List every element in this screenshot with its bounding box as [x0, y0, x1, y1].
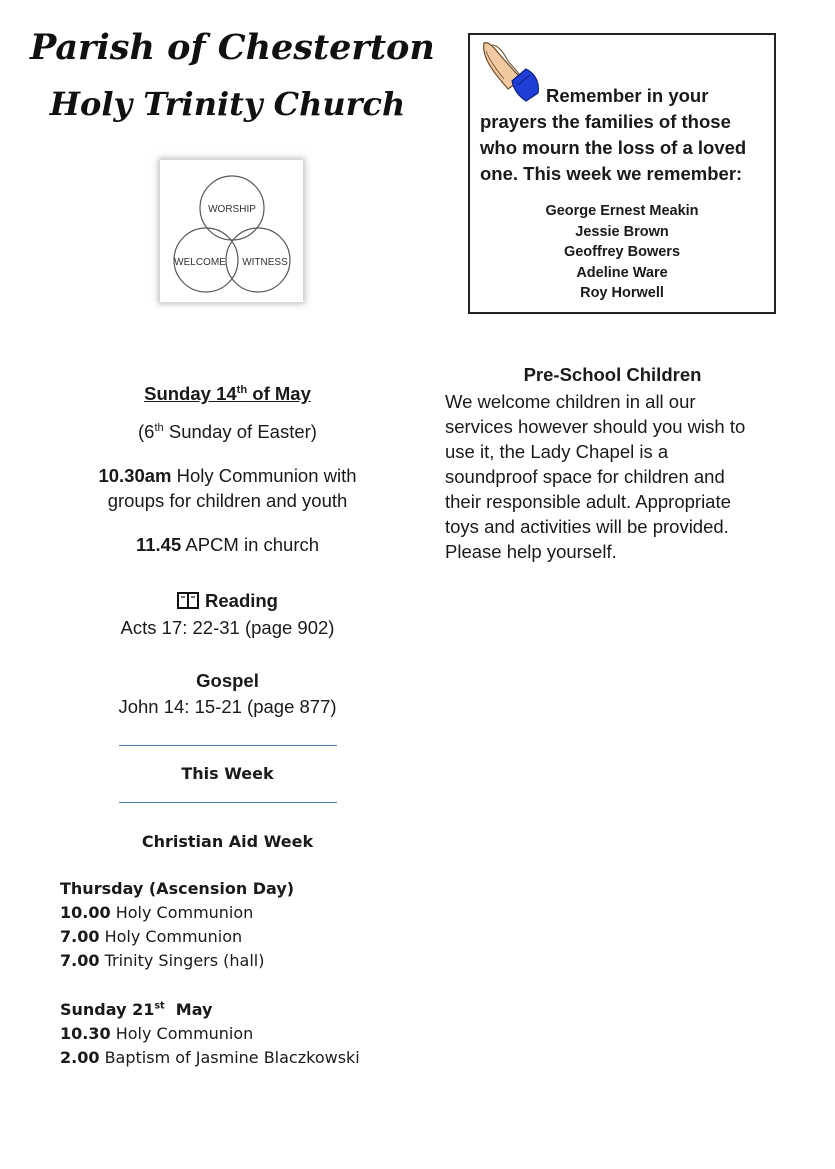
preschool-line: soundproof space for children and — [445, 466, 725, 487]
name-item: Geoffrey Bowers — [563, 244, 681, 260]
name-item: Jessie Brown — [575, 223, 669, 240]
gospel-heading: Gospel — [196, 670, 259, 691]
schedule-item: 10.30 Holy Communion — [60, 1024, 254, 1043]
prayer-line-3: who mourn the loss of a loved — [480, 137, 747, 158]
open-book-icon — [177, 591, 199, 609]
divider-bottom — [119, 802, 337, 803]
preschool-line: Please help yourself. — [445, 541, 617, 562]
schedule-item: 7.00 Trinity Singers (hall) — [60, 951, 265, 970]
logo-welcome: WELCOME — [174, 257, 226, 268]
sunday-heading: Sunday 14th of May — [144, 383, 311, 404]
names-list — [470, 201, 774, 304]
logo-witness: WITNESS — [242, 257, 288, 268]
name-item: George Ernest Meakin — [545, 203, 699, 219]
preschool-line: We welcome children in all our — [445, 391, 696, 412]
sunday21-schedule — [60, 998, 400, 1070]
divider-top — [119, 745, 337, 746]
schedule-item: 10.00 Holy Communion — [60, 903, 254, 922]
church-title: Holy Trinity Church — [49, 85, 406, 123]
reading-heading: Reading — [60, 588, 395, 613]
thursday-schedule — [60, 877, 400, 973]
preschool-line: their responsible adult. Appropriate — [445, 491, 731, 512]
logo-worship: WORSHIP — [208, 204, 256, 215]
schedule-item: 2.00 Baptism of Jasmine Blaczkowski — [60, 1048, 360, 1067]
this-week-heading: This Week — [181, 764, 274, 783]
prayer-line-4: one. This week we remember: — [480, 163, 743, 184]
name-item: Adeline Ware — [576, 264, 668, 281]
prayer-line-2: prayers the families of those — [480, 111, 731, 132]
preschool-line: use it, the Lady Chapel is a — [445, 441, 669, 462]
parish-title: Parish of Chesterton — [30, 27, 435, 68]
venn-logo — [160, 160, 303, 302]
service-info: 10.30am Holy Communion with groups for children and youth — [98, 465, 357, 511]
gospel-reference: John 14: 15-21 (page 877) — [118, 696, 337, 717]
church-logo — [160, 160, 303, 302]
name-item: Roy Horwell — [580, 285, 664, 301]
preschool-line: services however should you wish to — [445, 416, 746, 437]
prayer-line-1: Remember in your — [546, 85, 709, 106]
service-time: 10.30am — [98, 465, 172, 486]
preschool-text — [445, 389, 780, 564]
apcm-info: 11.45 APCM in church — [135, 534, 320, 555]
prayer-box — [468, 33, 776, 314]
preschool-line: toys and activities will be provided. — [445, 516, 729, 537]
sunday21-heading: Sunday 21st May — [60, 1000, 213, 1019]
thursday-heading: Thursday (Ascension Day) — [60, 879, 295, 898]
reading-reference: Acts 17: 22-31 (page 902) — [120, 617, 335, 638]
easter-note: (6th Sunday of Easter) — [138, 421, 317, 442]
schedule-item: 7.00 Holy Communion — [60, 927, 243, 946]
preschool-heading: Pre-School Children — [523, 364, 702, 385]
praying-hands-icon — [478, 39, 544, 103]
christian-aid-heading: Christian Aid Week — [141, 832, 314, 851]
